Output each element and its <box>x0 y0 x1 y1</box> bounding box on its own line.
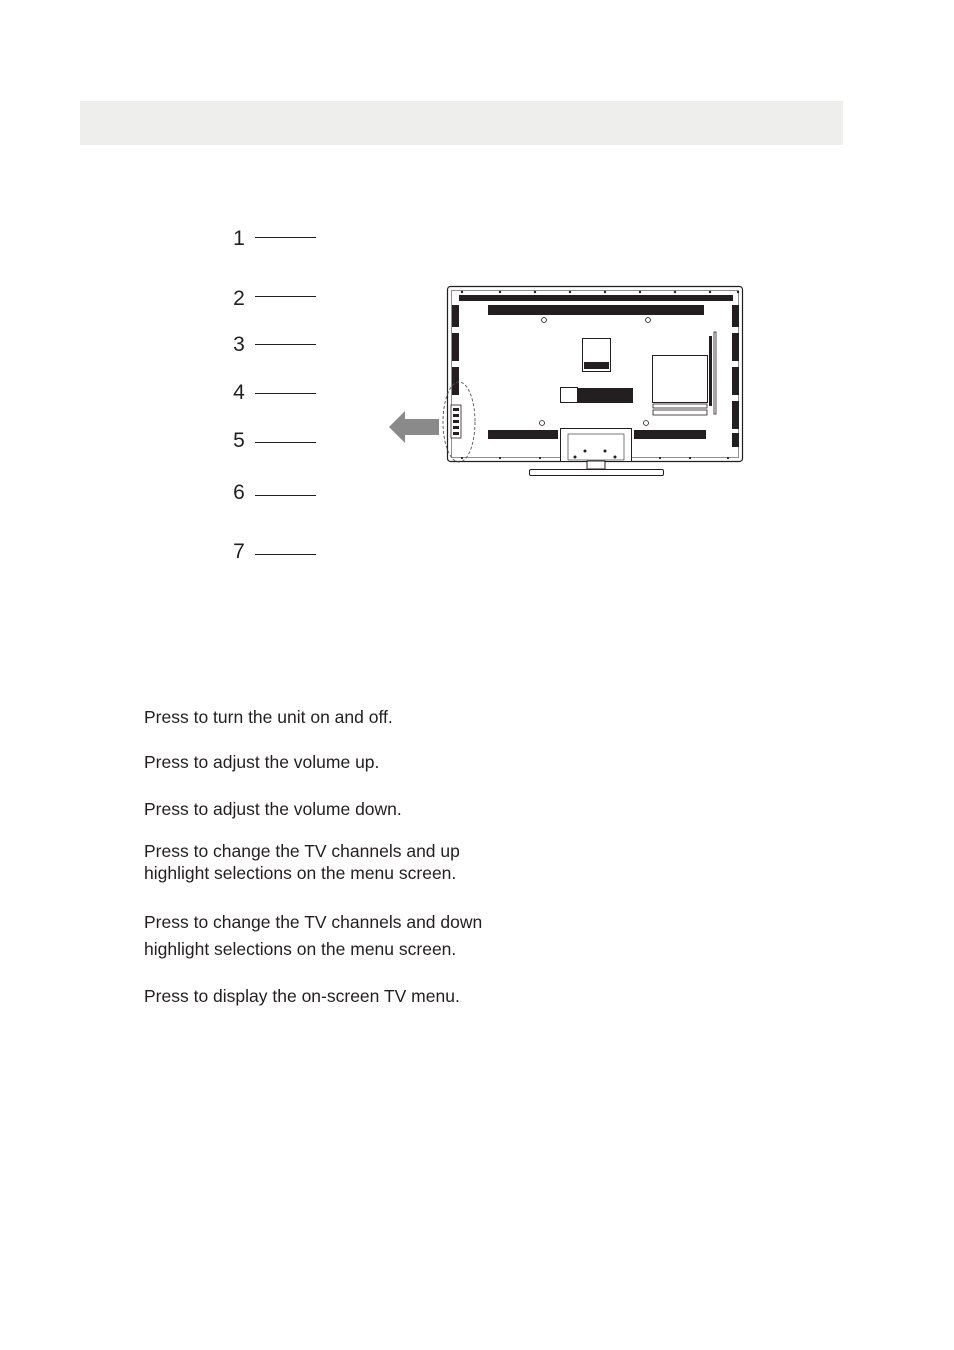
callout-line-6 <box>255 495 316 496</box>
callout-line-2 <box>255 296 316 297</box>
callout-line-3 <box>255 344 316 345</box>
description-channel-down-line2: highlight selections on the menu screen. <box>144 939 457 959</box>
description-channel-up-line2: highlight selections on the menu screen. <box>144 863 457 883</box>
callout-number-5: 5 <box>233 429 245 452</box>
description-menu: Press to display the on-screen TV menu. <box>144 986 460 1006</box>
callout-number-1: 1 <box>233 227 245 250</box>
callout-line-1 <box>255 237 316 238</box>
callout-line-5 <box>255 442 316 443</box>
callout-number-4: 4 <box>233 381 245 404</box>
section-header-bar <box>80 101 843 145</box>
arrow-icon <box>389 411 439 443</box>
description-volume-up: Press to adjust the volume up. <box>144 752 380 772</box>
callout-number-7: 7 <box>233 540 245 563</box>
callout-number-2: 2 <box>233 287 245 310</box>
description-power: Press to turn the unit on and off. <box>144 707 393 727</box>
description-channel-up-line1: Press to change the TV channels and up <box>144 841 460 861</box>
callout-line-4 <box>255 393 316 394</box>
tv-rear-diagram <box>380 280 760 485</box>
callout-number-3: 3 <box>233 333 245 356</box>
callout-line-7 <box>255 554 316 555</box>
callout-number-6: 6 <box>233 481 245 504</box>
description-channel-down-line1: Press to change the TV channels and down <box>144 912 483 932</box>
description-volume-down: Press to adjust the volume down. <box>144 799 402 819</box>
